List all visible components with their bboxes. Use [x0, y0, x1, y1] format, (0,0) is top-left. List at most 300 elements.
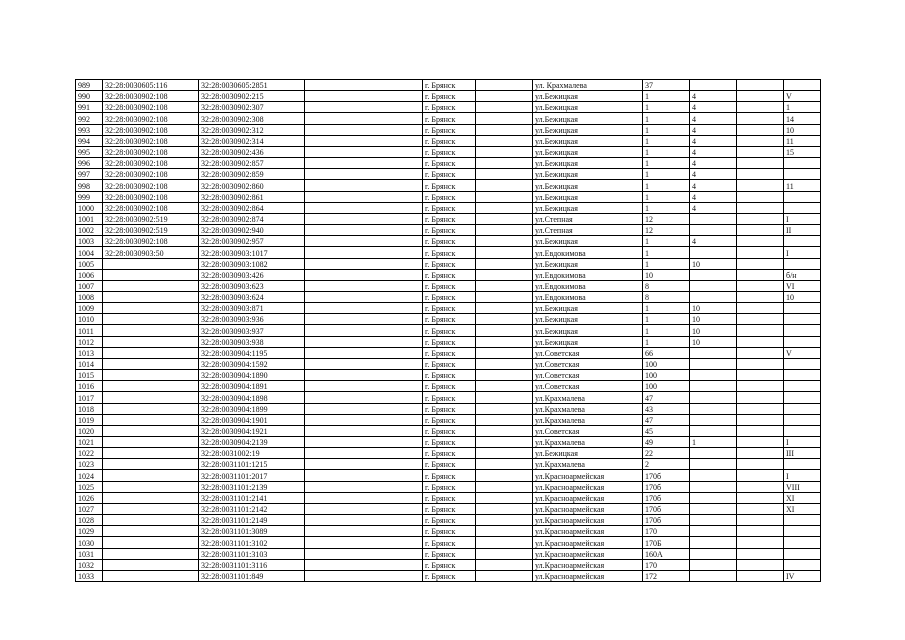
blank-cell-a-cell	[305, 336, 423, 347]
blank-cell-a-cell	[305, 381, 423, 392]
blank-cell-c-cell	[737, 80, 784, 91]
blank-cell-c-cell	[737, 91, 784, 102]
street-cell: ул.Бежицкая	[533, 91, 643, 102]
street-cell: ул.Бежицкая	[533, 124, 643, 135]
building-number-cell	[690, 392, 737, 403]
blank-cell-b-cell	[476, 481, 533, 492]
city-cell: г. Брянск	[423, 325, 476, 336]
street-cell: ул.Крахмалева	[533, 403, 643, 414]
building-number-cell	[690, 470, 737, 481]
blank-cell-a-cell	[305, 314, 423, 325]
building-number-cell: 4	[690, 124, 737, 135]
blank-cell-c-cell	[737, 392, 784, 403]
premises-number-cell	[784, 548, 821, 559]
table-row	[76, 280, 821, 291]
row-number-cell: 1003	[76, 236, 103, 247]
building-number-cell	[690, 448, 737, 459]
row-number-cell: 1014	[76, 358, 103, 369]
table-row	[76, 124, 821, 135]
parcel-cadastral-number-cell: 32:28:0030902:108	[103, 180, 199, 191]
blank-cell-a-cell	[305, 80, 423, 91]
blank-cell-b-cell	[476, 180, 533, 191]
street-cell: ул.Красноармейская	[533, 503, 643, 514]
blank-cell-b-cell	[476, 437, 533, 448]
premises-number-cell: XI	[784, 503, 821, 514]
building-number-cell: 1	[690, 437, 737, 448]
house-number-cell: 172	[643, 570, 690, 581]
table-row	[76, 180, 821, 191]
row-number-cell: 1030	[76, 537, 103, 548]
object-cadastral-number-cell: 32:28:0030903:871	[199, 303, 305, 314]
building-number-cell: 4	[690, 236, 737, 247]
parcel-cadastral-number-cell	[103, 358, 199, 369]
city-cell: г. Брянск	[423, 403, 476, 414]
city-cell: г. Брянск	[423, 113, 476, 124]
parcel-cadastral-number-cell: 32:28:0030902:108	[103, 202, 199, 213]
street-cell: ул.Бежицкая	[533, 158, 643, 169]
row-number-cell: 1027	[76, 503, 103, 514]
blank-cell-a-cell	[305, 437, 423, 448]
parcel-cadastral-number-cell: 32:28:0030902:108	[103, 135, 199, 146]
table-row	[76, 515, 821, 526]
blank-cell-a-cell	[305, 570, 423, 581]
street-cell: ул.Бежицкая	[533, 146, 643, 157]
blank-cell-b-cell	[476, 548, 533, 559]
parcel-cadastral-number-cell	[103, 403, 199, 414]
premises-number-cell	[784, 425, 821, 436]
premises-number-cell: 10	[784, 291, 821, 302]
house-number-cell: 170	[643, 526, 690, 537]
table-row	[76, 236, 821, 247]
blank-cell-b-cell	[476, 492, 533, 503]
building-number-cell: 10	[690, 336, 737, 347]
blank-cell-a-cell	[305, 325, 423, 336]
property-registry-table	[75, 79, 821, 582]
street-cell: ул.Бежицкая	[533, 102, 643, 113]
parcel-cadastral-number-cell: 32:28:0030902:108	[103, 124, 199, 135]
object-cadastral-number-cell: 32:28:0030902:307	[199, 102, 305, 113]
object-cadastral-number-cell: 32:28:0030903:1017	[199, 247, 305, 258]
row-number-cell: 1032	[76, 559, 103, 570]
parcel-cadastral-number-cell	[103, 303, 199, 314]
blank-cell-c-cell	[737, 213, 784, 224]
parcel-cadastral-number-cell: 32:28:0030902:108	[103, 91, 199, 102]
street-cell: ул.Степная	[533, 225, 643, 236]
table-row	[76, 358, 821, 369]
object-cadastral-number-cell: 32:28:0031101:3089	[199, 526, 305, 537]
table-row	[76, 492, 821, 503]
blank-cell-c-cell	[737, 124, 784, 135]
blank-cell-c-cell	[737, 225, 784, 236]
parcel-cadastral-number-cell	[103, 269, 199, 280]
object-cadastral-number-cell: 32:28:0030902:308	[199, 113, 305, 124]
registry-body	[76, 80, 821, 582]
city-cell: г. Брянск	[423, 459, 476, 470]
blank-cell-c-cell	[737, 303, 784, 314]
row-number-cell: 997	[76, 169, 103, 180]
table-row	[76, 336, 821, 347]
blank-cell-c-cell	[737, 448, 784, 459]
object-cadastral-number-cell: 32:28:0030902:312	[199, 124, 305, 135]
city-cell: г. Брянск	[423, 370, 476, 381]
blank-cell-b-cell	[476, 470, 533, 481]
street-cell: ул.Красноармейская	[533, 537, 643, 548]
premises-number-cell: 11	[784, 135, 821, 146]
parcel-cadastral-number-cell: 32:28:0030902:108	[103, 113, 199, 124]
parcel-cadastral-number-cell	[103, 336, 199, 347]
blank-cell-a-cell	[305, 515, 423, 526]
blank-cell-a-cell	[305, 448, 423, 459]
blank-cell-b-cell	[476, 146, 533, 157]
city-cell: г. Брянск	[423, 492, 476, 503]
premises-number-cell	[784, 202, 821, 213]
house-number-cell: 1	[643, 314, 690, 325]
street-cell: ул.Советская	[533, 358, 643, 369]
blank-cell-c-cell	[737, 515, 784, 526]
object-cadastral-number-cell: 32:28:0030904:1921	[199, 425, 305, 436]
object-cadastral-number-cell: 32:28:0030605:2851	[199, 80, 305, 91]
premises-number-cell	[784, 559, 821, 570]
row-number-cell: 1021	[76, 437, 103, 448]
table-row	[76, 537, 821, 548]
row-number-cell: 1007	[76, 280, 103, 291]
parcel-cadastral-number-cell	[103, 503, 199, 514]
table-row	[76, 303, 821, 314]
city-cell: г. Брянск	[423, 503, 476, 514]
row-number-cell: 1031	[76, 548, 103, 559]
street-cell: ул.Бежицкая	[533, 336, 643, 347]
row-number-cell: 1008	[76, 291, 103, 302]
premises-number-cell: V	[784, 91, 821, 102]
blank-cell-c-cell	[737, 135, 784, 146]
object-cadastral-number-cell: 32:28:0031101:2017	[199, 470, 305, 481]
blank-cell-c-cell	[737, 503, 784, 514]
object-cadastral-number-cell: 32:28:0031101:2149	[199, 515, 305, 526]
house-number-cell: 1	[643, 336, 690, 347]
table-row	[76, 102, 821, 113]
blank-cell-c-cell	[737, 314, 784, 325]
table-row	[76, 381, 821, 392]
city-cell: г. Брянск	[423, 91, 476, 102]
blank-cell-b-cell	[476, 158, 533, 169]
building-number-cell	[690, 548, 737, 559]
premises-number-cell	[784, 314, 821, 325]
object-cadastral-number-cell: 32:28:0030904:1898	[199, 392, 305, 403]
premises-number-cell: 15	[784, 146, 821, 157]
blank-cell-a-cell	[305, 548, 423, 559]
blank-cell-a-cell	[305, 91, 423, 102]
registry-sheet	[75, 79, 821, 582]
city-cell: г. Брянск	[423, 414, 476, 425]
row-number-cell: 989	[76, 80, 103, 91]
city-cell: г. Брянск	[423, 537, 476, 548]
parcel-cadastral-number-cell	[103, 481, 199, 492]
house-number-cell: 1	[643, 169, 690, 180]
row-number-cell: 1016	[76, 381, 103, 392]
table-row	[76, 91, 821, 102]
building-number-cell	[690, 280, 737, 291]
blank-cell-b-cell	[476, 358, 533, 369]
street-cell: ул.Бежицкая	[533, 191, 643, 202]
city-cell: г. Брянск	[423, 381, 476, 392]
row-number-cell: 1024	[76, 470, 103, 481]
object-cadastral-number-cell: 32:28:0030903:937	[199, 325, 305, 336]
street-cell: ул.Крахмалева	[533, 459, 643, 470]
blank-cell-a-cell	[305, 559, 423, 570]
blank-cell-c-cell	[737, 437, 784, 448]
blank-cell-a-cell	[305, 191, 423, 202]
object-cadastral-number-cell: 32:28:0030902:314	[199, 135, 305, 146]
premises-number-cell: 10	[784, 124, 821, 135]
blank-cell-a-cell	[305, 269, 423, 280]
house-number-cell: 160А	[643, 548, 690, 559]
blank-cell-b-cell	[476, 570, 533, 581]
row-number-cell: 999	[76, 191, 103, 202]
premises-number-cell	[784, 414, 821, 425]
parcel-cadastral-number-cell	[103, 548, 199, 559]
blank-cell-a-cell	[305, 158, 423, 169]
city-cell: г. Брянск	[423, 269, 476, 280]
row-number-cell: 1019	[76, 414, 103, 425]
blank-cell-c-cell	[737, 425, 784, 436]
row-number-cell: 1018	[76, 403, 103, 414]
city-cell: г. Брянск	[423, 448, 476, 459]
city-cell: г. Брянск	[423, 158, 476, 169]
street-cell: ул.Степная	[533, 213, 643, 224]
table-row	[76, 470, 821, 481]
building-number-cell: 4	[690, 158, 737, 169]
house-number-cell: 100	[643, 370, 690, 381]
row-number-cell: 1005	[76, 258, 103, 269]
city-cell: г. Брянск	[423, 358, 476, 369]
parcel-cadastral-number-cell: 32:28:0030902:519	[103, 213, 199, 224]
street-cell: ул.Красноармейская	[533, 570, 643, 581]
building-number-cell: 10	[690, 314, 737, 325]
row-number-cell: 992	[76, 113, 103, 124]
house-number-cell: 8	[643, 291, 690, 302]
building-number-cell	[690, 570, 737, 581]
parcel-cadastral-number-cell	[103, 515, 199, 526]
city-cell: г. Брянск	[423, 225, 476, 236]
blank-cell-b-cell	[476, 448, 533, 459]
parcel-cadastral-number-cell	[103, 570, 199, 581]
street-cell: ул.Бежицкая	[533, 113, 643, 124]
building-number-cell	[690, 370, 737, 381]
house-number-cell: 66	[643, 347, 690, 358]
blank-cell-c-cell	[737, 191, 784, 202]
premises-number-cell: I	[784, 470, 821, 481]
blank-cell-c-cell	[737, 548, 784, 559]
row-number-cell: 1015	[76, 370, 103, 381]
blank-cell-c-cell	[737, 158, 784, 169]
blank-cell-b-cell	[476, 347, 533, 358]
city-cell: г. Брянск	[423, 236, 476, 247]
blank-cell-c-cell	[737, 247, 784, 258]
blank-cell-a-cell	[305, 146, 423, 157]
blank-cell-b-cell	[476, 191, 533, 202]
object-cadastral-number-cell: 32:28:0031101:2142	[199, 503, 305, 514]
blank-cell-a-cell	[305, 414, 423, 425]
street-cell: ул.Бежицкая	[533, 303, 643, 314]
street-cell: ул.Бежицкая	[533, 325, 643, 336]
city-cell: г. Брянск	[423, 291, 476, 302]
premises-number-cell: XI	[784, 492, 821, 503]
house-number-cell: 1	[643, 135, 690, 146]
house-number-cell: 43	[643, 403, 690, 414]
building-number-cell	[690, 459, 737, 470]
table-row	[76, 258, 821, 269]
city-cell: г. Брянск	[423, 213, 476, 224]
house-number-cell: 170б	[643, 492, 690, 503]
blank-cell-a-cell	[305, 202, 423, 213]
blank-cell-b-cell	[476, 258, 533, 269]
blank-cell-a-cell	[305, 236, 423, 247]
table-row	[76, 247, 821, 258]
premises-number-cell: 11	[784, 180, 821, 191]
street-cell: ул.Красноармейская	[533, 526, 643, 537]
building-number-cell	[690, 537, 737, 548]
blank-cell-b-cell	[476, 91, 533, 102]
object-cadastral-number-cell: 32:28:0030903:936	[199, 314, 305, 325]
house-number-cell: 1	[643, 146, 690, 157]
table-row	[76, 481, 821, 492]
street-cell: ул.Крахмалева	[533, 414, 643, 425]
street-cell: ул.Евдокимова	[533, 269, 643, 280]
premises-number-cell: VIII	[784, 481, 821, 492]
blank-cell-a-cell	[305, 291, 423, 302]
blank-cell-c-cell	[737, 459, 784, 470]
house-number-cell: 1	[643, 158, 690, 169]
object-cadastral-number-cell: 32:28:0030902:957	[199, 236, 305, 247]
city-cell: г. Брянск	[423, 336, 476, 347]
city-cell: г. Брянск	[423, 169, 476, 180]
premises-number-cell: V	[784, 347, 821, 358]
parcel-cadastral-number-cell: 32:28:0030903:50	[103, 247, 199, 258]
blank-cell-c-cell	[737, 202, 784, 213]
blank-cell-c-cell	[737, 358, 784, 369]
building-number-cell	[690, 515, 737, 526]
city-cell: г. Брянск	[423, 102, 476, 113]
house-number-cell: 8	[643, 280, 690, 291]
table-row	[76, 291, 821, 302]
city-cell: г. Брянск	[423, 437, 476, 448]
house-number-cell: 12	[643, 213, 690, 224]
building-number-cell: 4	[690, 169, 737, 180]
blank-cell-a-cell	[305, 102, 423, 113]
city-cell: г. Брянск	[423, 258, 476, 269]
building-number-cell	[690, 80, 737, 91]
building-number-cell	[690, 481, 737, 492]
premises-number-cell: II	[784, 225, 821, 236]
row-number-cell: 1002	[76, 225, 103, 236]
house-number-cell: 37	[643, 80, 690, 91]
building-number-cell: 4	[690, 146, 737, 157]
row-number-cell: 993	[76, 124, 103, 135]
table-row	[76, 370, 821, 381]
house-number-cell: 1	[643, 258, 690, 269]
parcel-cadastral-number-cell: 32:28:0030605:116	[103, 80, 199, 91]
blank-cell-c-cell	[737, 102, 784, 113]
parcel-cadastral-number-cell: 32:28:0030902:108	[103, 236, 199, 247]
blank-cell-b-cell	[476, 414, 533, 425]
street-cell: ул.Бежицкая	[533, 180, 643, 191]
city-cell: г. Брянск	[423, 280, 476, 291]
blank-cell-c-cell	[737, 236, 784, 247]
premises-number-cell	[784, 358, 821, 369]
object-cadastral-number-cell: 32:28:0030904:1901	[199, 414, 305, 425]
blank-cell-b-cell	[476, 559, 533, 570]
blank-cell-a-cell	[305, 213, 423, 224]
table-row	[76, 570, 821, 581]
building-number-cell: 10	[690, 303, 737, 314]
object-cadastral-number-cell: 32:28:0030904:1899	[199, 403, 305, 414]
premises-number-cell: III	[784, 448, 821, 459]
parcel-cadastral-number-cell: 32:28:0030902:108	[103, 146, 199, 157]
blank-cell-a-cell	[305, 403, 423, 414]
blank-cell-c-cell	[737, 258, 784, 269]
blank-cell-b-cell	[476, 269, 533, 280]
blank-cell-b-cell	[476, 303, 533, 314]
object-cadastral-number-cell: 32:28:0030904:2139	[199, 437, 305, 448]
building-number-cell	[690, 492, 737, 503]
premises-number-cell	[784, 236, 821, 247]
premises-number-cell	[784, 158, 821, 169]
blank-cell-c-cell	[737, 526, 784, 537]
house-number-cell: 1	[643, 247, 690, 258]
row-number-cell: 996	[76, 158, 103, 169]
street-cell: ул.Евдокимова	[533, 280, 643, 291]
row-number-cell: 991	[76, 102, 103, 113]
row-number-cell: 1006	[76, 269, 103, 280]
blank-cell-a-cell	[305, 347, 423, 358]
table-row	[76, 437, 821, 448]
city-cell: г. Брянск	[423, 570, 476, 581]
blank-cell-c-cell	[737, 481, 784, 492]
house-number-cell: 2	[643, 459, 690, 470]
object-cadastral-number-cell: 32:28:0031101:2139	[199, 481, 305, 492]
parcel-cadastral-number-cell: 32:28:0030902:108	[103, 191, 199, 202]
house-number-cell: 100	[643, 381, 690, 392]
building-number-cell: 10	[690, 325, 737, 336]
house-number-cell: 47	[643, 414, 690, 425]
table-row	[76, 392, 821, 403]
blank-cell-b-cell	[476, 236, 533, 247]
blank-cell-c-cell	[737, 559, 784, 570]
street-cell: ул.Евдокимова	[533, 247, 643, 258]
parcel-cadastral-number-cell	[103, 425, 199, 436]
table-row	[76, 425, 821, 436]
blank-cell-a-cell	[305, 169, 423, 180]
city-cell: г. Брянск	[423, 392, 476, 403]
street-cell: ул.Бежицкая	[533, 135, 643, 146]
premises-number-cell: I	[784, 213, 821, 224]
city-cell: г. Брянск	[423, 481, 476, 492]
parcel-cadastral-number-cell: 32:28:0030902:519	[103, 225, 199, 236]
object-cadastral-number-cell: 32:28:0030902:215	[199, 91, 305, 102]
blank-cell-c-cell	[737, 537, 784, 548]
premises-number-cell	[784, 169, 821, 180]
parcel-cadastral-number-cell	[103, 325, 199, 336]
blank-cell-a-cell	[305, 492, 423, 503]
object-cadastral-number-cell: 32:28:0030902:857	[199, 158, 305, 169]
street-cell: ул.Крахмалева	[533, 392, 643, 403]
building-number-cell	[690, 381, 737, 392]
blank-cell-b-cell	[476, 280, 533, 291]
blank-cell-c-cell	[737, 169, 784, 180]
object-cadastral-number-cell: 32:28:0030903:1082	[199, 258, 305, 269]
parcel-cadastral-number-cell	[103, 258, 199, 269]
house-number-cell: 12	[643, 225, 690, 236]
